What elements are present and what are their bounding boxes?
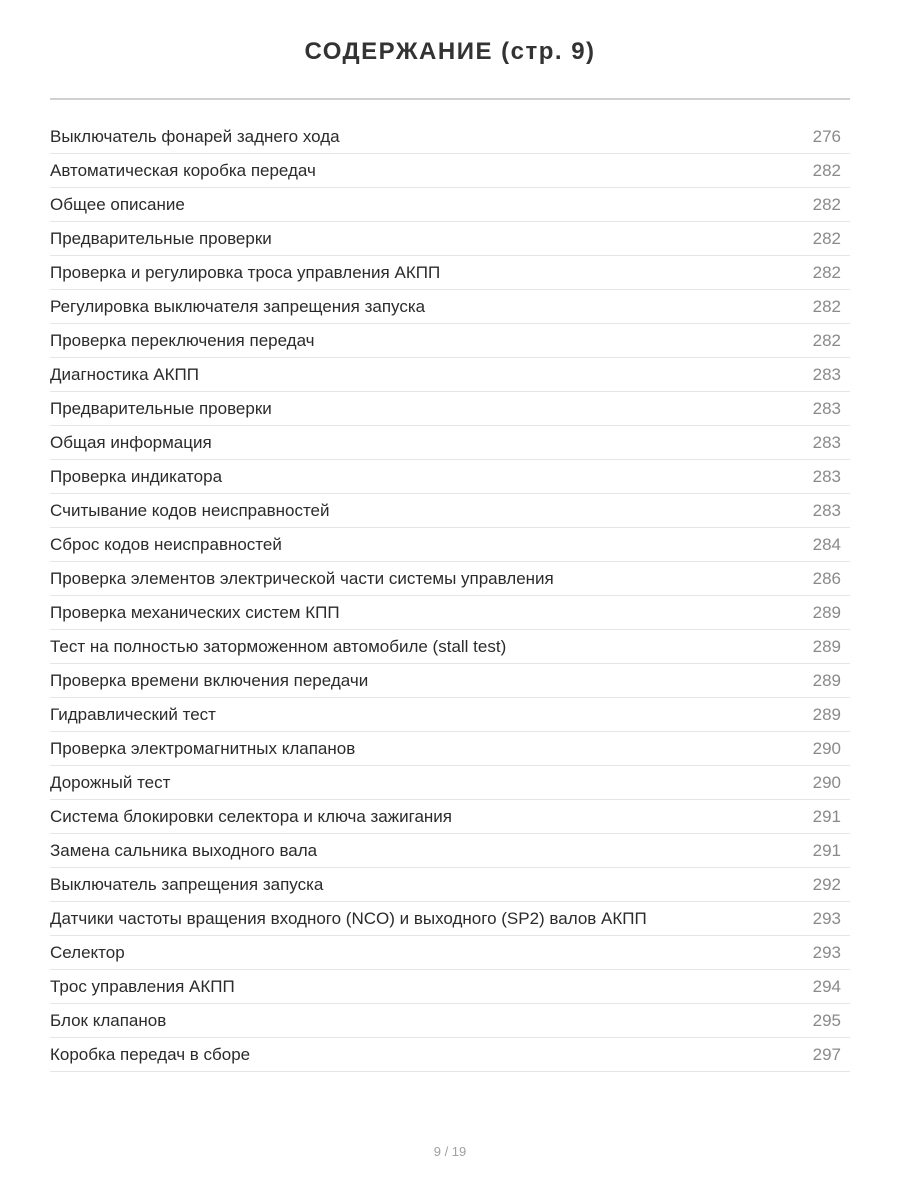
- toc-entry-title: Блок клапанов: [50, 1010, 167, 1030]
- toc-entry-title: Система блокировки селектора и ключа зажигания: [50, 806, 452, 826]
- toc-entry[interactable]: [50, 358, 850, 392]
- toc-entry[interactable]: [50, 902, 850, 936]
- toc-entry-title: Замена сальника выходного вала: [50, 840, 318, 860]
- toc-entry-page: 293: [812, 942, 841, 962]
- toc-entry-title: Выключатель фонарей заднего хода: [50, 126, 340, 146]
- toc-entry[interactable]: [50, 562, 850, 596]
- toc-entry[interactable]: [50, 1004, 850, 1038]
- toc-entry-title: Тест на полностью заторможенном автомобиле (stall test): [50, 636, 507, 656]
- toc-entry-page: 294: [812, 976, 841, 996]
- toc-entry[interactable]: [50, 256, 850, 290]
- toc-entry[interactable]: [50, 324, 850, 358]
- toc-entry[interactable]: [50, 392, 850, 426]
- toc-entry-page: 283: [812, 364, 841, 384]
- toc-entry-title: Считывание кодов неисправностей: [50, 500, 330, 520]
- toc-entry[interactable]: [50, 698, 850, 732]
- toc-entry-title: Регулировка выключателя запрещения запуска: [50, 296, 426, 316]
- toc-entry[interactable]: [50, 188, 850, 222]
- toc-entry-page: 283: [812, 466, 841, 486]
- toc-entry-title: Датчики частоты вращения входного (NCO) и выходного (SP2) валов АКПП: [50, 908, 647, 928]
- toc-entry[interactable]: [50, 120, 850, 154]
- toc-entry-title: Гидравлический тест: [50, 704, 216, 724]
- page-title: СОДЕРЖАНИЕ (стр. 9): [304, 38, 596, 65]
- toc-entry-title: Выключатель запрещения запуска: [50, 874, 324, 894]
- toc-entry-title: Трос управления АКПП: [50, 976, 235, 996]
- toc-entry[interactable]: [50, 426, 850, 460]
- toc-entry-page: 282: [812, 228, 841, 248]
- toc-entry-page: 283: [812, 500, 841, 520]
- toc-entry-title: Селектор: [50, 942, 125, 962]
- toc-entry-page: 291: [812, 840, 841, 860]
- toc-entry-title: Общая информация: [50, 432, 212, 452]
- toc-entry[interactable]: [50, 630, 850, 664]
- toc-entry-page: 284: [812, 534, 841, 554]
- toc-entry-title: Сброс кодов неисправностей: [50, 534, 282, 554]
- toc-entry[interactable]: [50, 766, 850, 800]
- toc-entry[interactable]: [50, 290, 850, 324]
- toc-entry[interactable]: [50, 834, 850, 868]
- toc-entry-page: 283: [812, 432, 841, 452]
- toc-entry[interactable]: [50, 732, 850, 766]
- page-indicator: 9 / 19: [433, 1144, 467, 1159]
- toc-entry-title: Предварительные проверки: [50, 228, 272, 248]
- toc-entry-page: 282: [812, 194, 841, 214]
- toc-entry-title: Проверка механических систем КПП: [50, 602, 340, 622]
- toc-entry-page: 283: [812, 398, 841, 418]
- toc-entry-page: 282: [812, 296, 841, 316]
- toc-entry-page: 291: [812, 806, 841, 826]
- toc-entry-page: 282: [812, 160, 841, 180]
- toc-entry-page: 282: [812, 330, 841, 350]
- toc-entry[interactable]: [50, 528, 850, 562]
- toc-entry-page: 290: [812, 772, 841, 792]
- toc-entry[interactable]: [50, 154, 850, 188]
- toc-entry[interactable]: [50, 494, 850, 528]
- toc-entry-title: Дорожный тест: [50, 772, 171, 792]
- toc-entry-page: 286: [812, 568, 841, 588]
- toc-entry-page: 293: [812, 908, 841, 928]
- toc-entry[interactable]: [50, 800, 850, 834]
- toc-entry-page: 292: [812, 874, 841, 894]
- toc-entry-page: 282: [812, 262, 841, 282]
- toc-entry-page: 276: [812, 126, 841, 146]
- toc-entry-page: 297: [812, 1044, 841, 1064]
- title-divider: [50, 98, 850, 100]
- toc-entry-page: 289: [812, 636, 841, 656]
- toc-list: [50, 120, 850, 1072]
- toc-entry-title: Автоматическая коробка передач: [50, 160, 316, 180]
- toc-entry-title: Предварительные проверки: [50, 398, 272, 418]
- toc-entry[interactable]: [50, 460, 850, 494]
- toc-entry-title: Коробка передач в сборе: [50, 1044, 251, 1064]
- toc-entry-title: Проверка элементов электрической части системы управления: [50, 568, 554, 588]
- toc-entry[interactable]: [50, 222, 850, 256]
- toc-entry-title: Проверка электромагнитных клапанов: [50, 738, 356, 758]
- toc-entry-page: 295: [812, 1010, 841, 1030]
- toc-entry-title: Проверка переключения передач: [50, 330, 315, 350]
- toc-entry-title: Общее описание: [50, 194, 185, 214]
- toc-entry-page: 289: [812, 704, 841, 724]
- toc-entry[interactable]: [50, 664, 850, 698]
- toc-entry-title: Проверка индикатора: [50, 466, 223, 486]
- toc-entry[interactable]: [50, 1038, 850, 1072]
- toc-entry-page: 289: [812, 670, 841, 690]
- toc-entry-title: Проверка и регулировка троса управления АКПП: [50, 262, 441, 282]
- toc-entry-page: 289: [812, 602, 841, 622]
- toc-entry-title: Проверка времени включения передачи: [50, 670, 369, 690]
- toc-entry[interactable]: [50, 596, 850, 630]
- toc-entry[interactable]: [50, 970, 850, 1004]
- toc-entry-page: 290: [812, 738, 841, 758]
- toc-entry[interactable]: [50, 936, 850, 970]
- toc-entry-title: Диагностика АКПП: [50, 364, 199, 384]
- toc-entry[interactable]: [50, 868, 850, 902]
